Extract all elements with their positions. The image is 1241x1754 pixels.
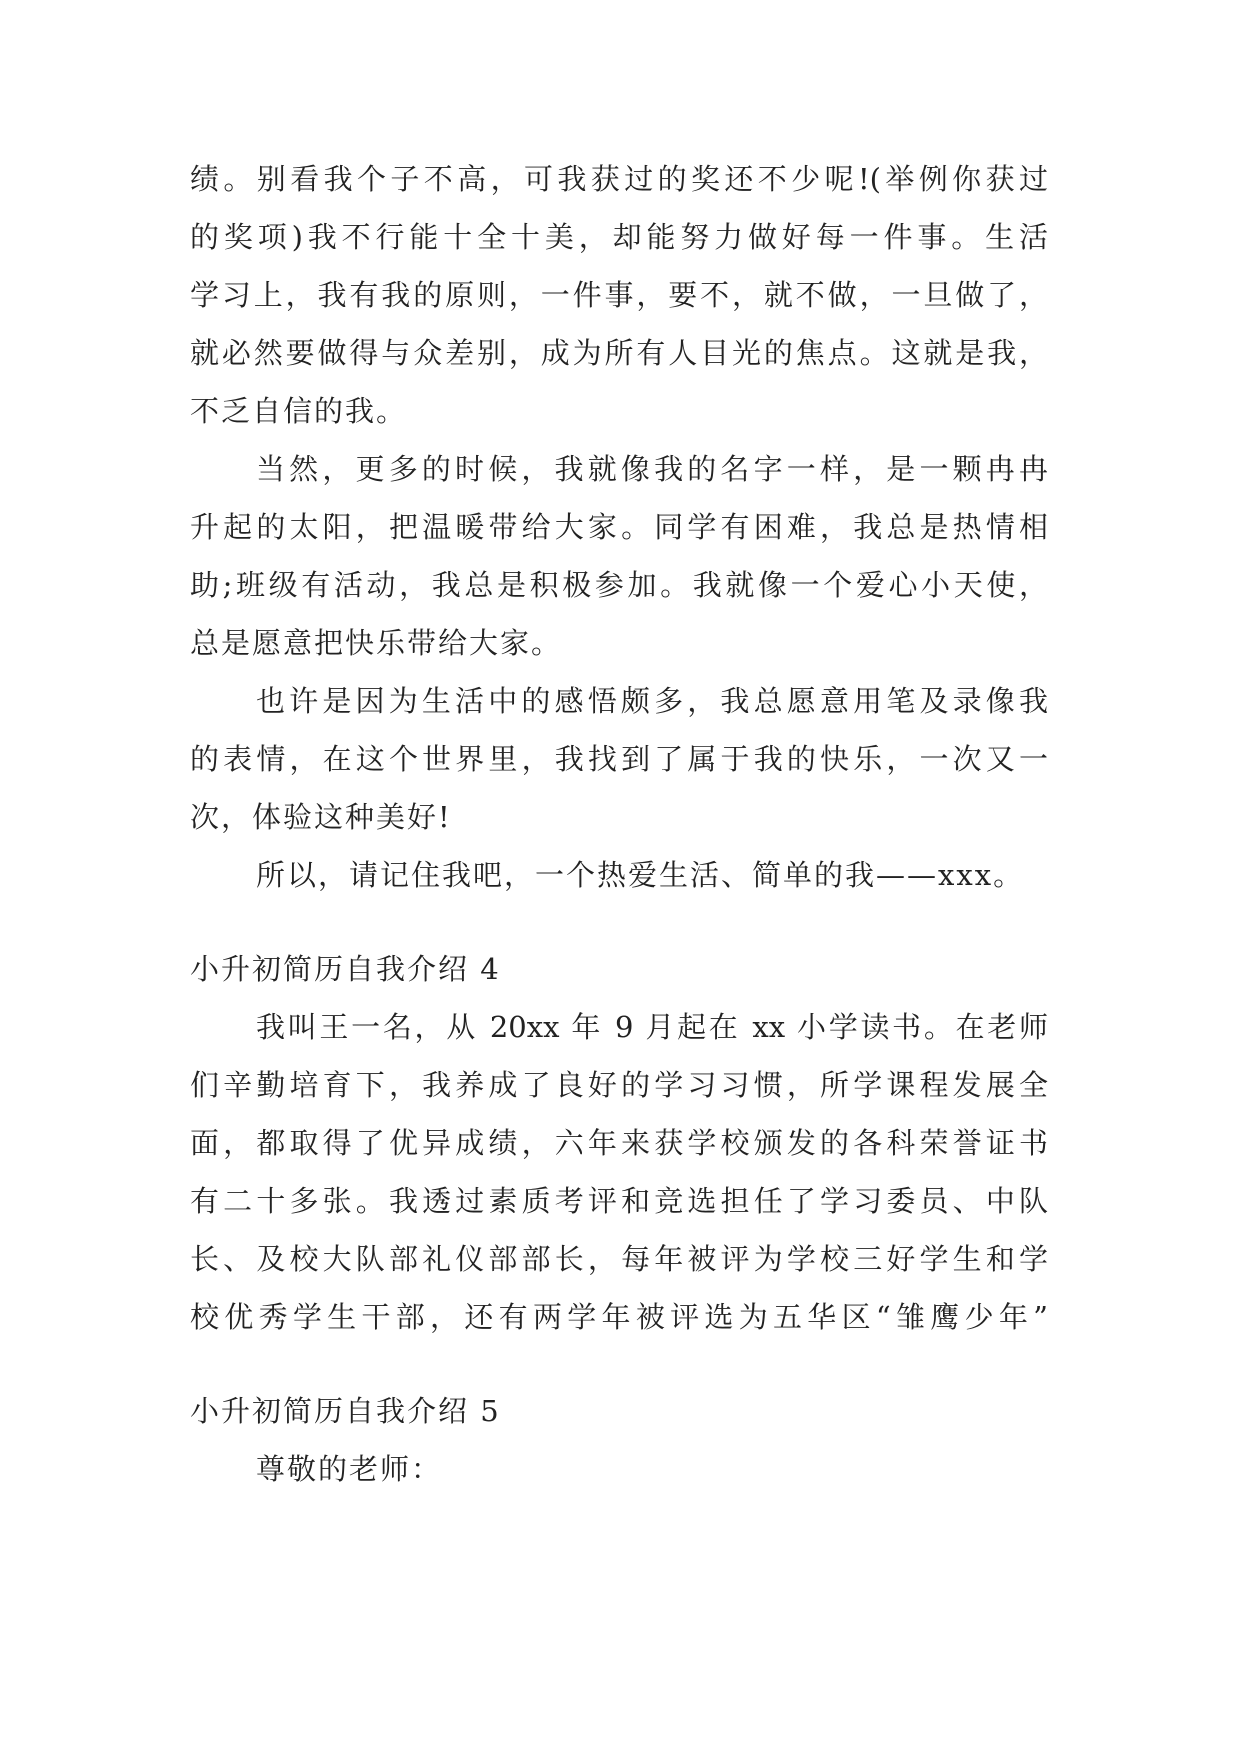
paragraph-line: 当然，更多的时候，我就像我的名字一样，是一颗冉冉 [256,452,1048,486]
paragraph-line: 我叫王一名，从 20xx 年 9 月起在 xx 小学读书。在老师 [256,1010,1048,1044]
paragraph-line: 不乏自信的我。 [190,394,408,428]
paragraph-line: 尊敬的老师： [256,1452,443,1486]
paragraph-line: 们辛勤培育下，我养成了良好的学习习惯，所学课程发展全 [190,1068,1048,1102]
paragraph-line: 长、及校大队部礼仪部部长，每年被评为学校三好学生和学 [190,1242,1048,1276]
paragraph-line: 面，都取得了优异成绩，六年来获学校颁发的各科荣誉证书 [190,1126,1048,1160]
paragraph-line: 助;班级有活动，我总是积极参加。我就像一个爱心小天使， [190,568,1048,602]
paragraph-line: 次，体验这种美好! [190,800,452,834]
paragraph-line: 也许是因为生活中的感悟颇多，我总愿意用笔及录像我 [256,684,1048,718]
paragraph-line: 学习上，我有我的原则，一件事，要不，就不做，一旦做了， [190,278,1048,312]
section-heading: 小升初简历自我介绍 5 [190,1394,501,1428]
paragraph-line: 总是愿意把快乐带给大家。 [190,626,563,660]
paragraph-line: 绩。别看我个子不高，可我获过的奖还不少呢!(举例你获过 [190,162,1048,196]
paragraph-line: 的奖项)我不行能十全十美，却能努力做好每一件事。生活 [190,220,1048,254]
paragraph-line: 的表情，在这个世界里，我找到了属于我的快乐，一次又一 [190,742,1048,776]
paragraph-line: 所以，请记住我吧，一个热爱生活、简单的我——xxx。 [256,858,1025,892]
paragraph-line: 升起的太阳，把温暖带给大家。同学有困难，我总是热情相 [190,510,1048,544]
paragraph-line: 有二十多张。我透过素质考评和竞选担任了学习委员、中队 [190,1184,1048,1218]
paragraph-line: 校优秀学生干部，还有两学年被评选为五华区“雏鹰少年” [190,1300,1048,1334]
paragraph-line: 就必然要做得与众差别，成为所有人目光的焦点。这就是我， [190,336,1048,370]
section-heading: 小升初简历自我介绍 4 [190,952,501,986]
